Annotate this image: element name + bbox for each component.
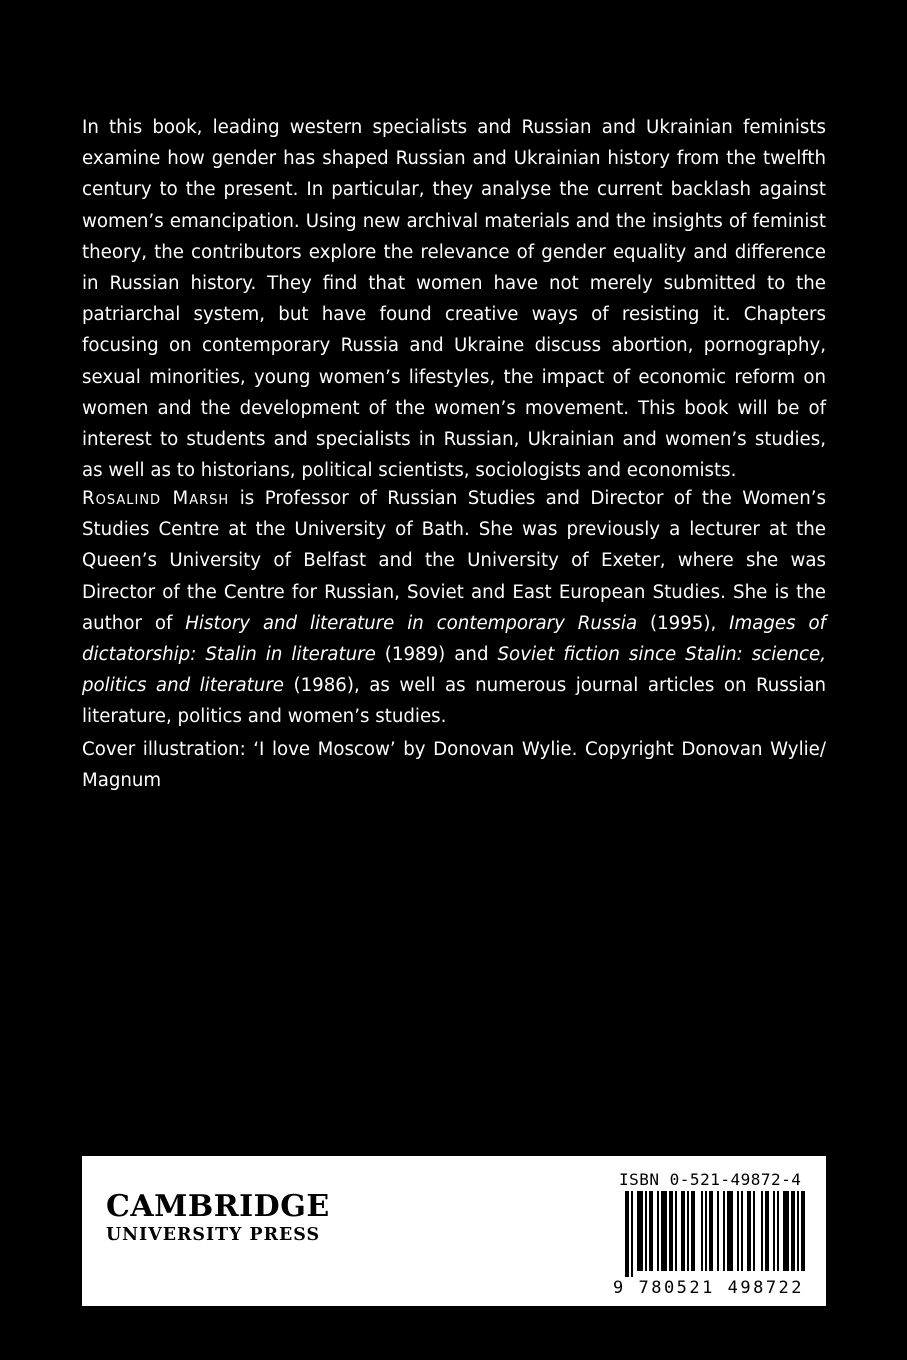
bio-text: (1995),	[637, 612, 730, 634]
bio-text: (1986), as well as numerous journal articles on Russian literature, politics and women’s studies.	[82, 675, 826, 728]
barcode-bar	[773, 1191, 775, 1271]
barcode-bar	[657, 1191, 659, 1271]
barcode-bar	[753, 1191, 755, 1271]
bio-text: (1989) and	[375, 644, 498, 666]
publisher-barcode-box	[82, 1156, 826, 1306]
barcode-bar	[691, 1191, 695, 1271]
description-text	[82, 112, 826, 486]
barcode-bar	[797, 1191, 799, 1271]
barcode-bar	[741, 1191, 743, 1271]
publisher-name: CAMBRIDGE	[106, 1189, 330, 1224]
barcode-bar	[681, 1191, 685, 1271]
barcode-digits: 9 780521 498722	[613, 1278, 805, 1298]
barcode-bar	[727, 1191, 733, 1271]
book-title-2: Images of dictatorship: Stalin in literature	[82, 612, 827, 666]
barcode-bar	[669, 1191, 673, 1271]
barcode-bar	[661, 1191, 667, 1271]
publisher-subtitle: UNIVERSITY PRESS	[106, 1225, 321, 1245]
barcode-bar	[761, 1191, 763, 1271]
bio-text: is Professor of Russian Studies and Director of the Women’s Studies Centre at the University of Bath. She was previously a lecturer at the Queen’s University of Belfast and the University of Exeter, where she was Director of the Centre for Russian, Soviet and East European Studies. She is the author of	[82, 488, 826, 634]
barcode-bar	[747, 1191, 751, 1271]
blurb-paragraph: In this book, leading western specialists and Russian and Ukrainian feminists examine how gender has shaped Russian and Ukrainian history from the twelfth century to the present. In particular, they analyse the current backlash against women’s emancipation. Using new archival materials and the insights of feminist theory, the contributors explore the relevance of gender equality and difference in Russian history. They find that women have not merely submitted to the patriarchal system, but have found creative ways of resisting it. Chapters focusing on contemporary Russia and Ukraine discuss abortion, pornography, sexual minorities, young women’s lifestyles, the impact of economic reform on women and the development of the women’s movement. This book will be of interest to students and specialists in Russian, Ukrainian and women’s studies, as well as to historians, political scientists, sociologists and economists.	[82, 117, 826, 482]
barcode-bar	[625, 1191, 629, 1277]
book-title-3: Soviet fiction since Stalin: science, politics and literature	[82, 644, 826, 697]
barcode-bar	[631, 1191, 633, 1277]
publisher-logo	[106, 1190, 330, 1246]
barcode-bar	[737, 1191, 739, 1271]
barcode-bar	[717, 1191, 719, 1271]
cover-credit-text: Cover illustration: ‘I love Moscow’ by Donovan Wylie. Copyright Donovan Wylie/ Magnum	[82, 739, 826, 792]
author-name: Rosalind Marsh	[82, 488, 230, 509]
book-title-1: History and literature in contemporary Russia	[185, 612, 638, 634]
cover-credit	[82, 734, 826, 796]
barcode-bar	[765, 1191, 769, 1271]
barcode-bar	[709, 1191, 713, 1271]
barcode-bar	[777, 1191, 779, 1271]
barcode-bar	[791, 1191, 795, 1271]
barcode-bar	[723, 1191, 725, 1271]
barcode-bar	[783, 1191, 789, 1271]
barcode-bar	[801, 1191, 805, 1271]
barcode-bar	[705, 1191, 707, 1271]
barcode-bar	[637, 1191, 643, 1271]
bio-paragraph	[82, 483, 826, 733]
barcode-bar	[687, 1191, 689, 1271]
barcode-bar	[649, 1191, 653, 1271]
barcode-bar	[645, 1191, 647, 1271]
barcode	[613, 1191, 813, 1277]
author-bio	[82, 483, 826, 733]
barcode-bar	[701, 1191, 703, 1271]
barcode-bar	[675, 1191, 677, 1271]
isbn-label: ISBN 0-521-49872-4	[619, 1170, 802, 1189]
